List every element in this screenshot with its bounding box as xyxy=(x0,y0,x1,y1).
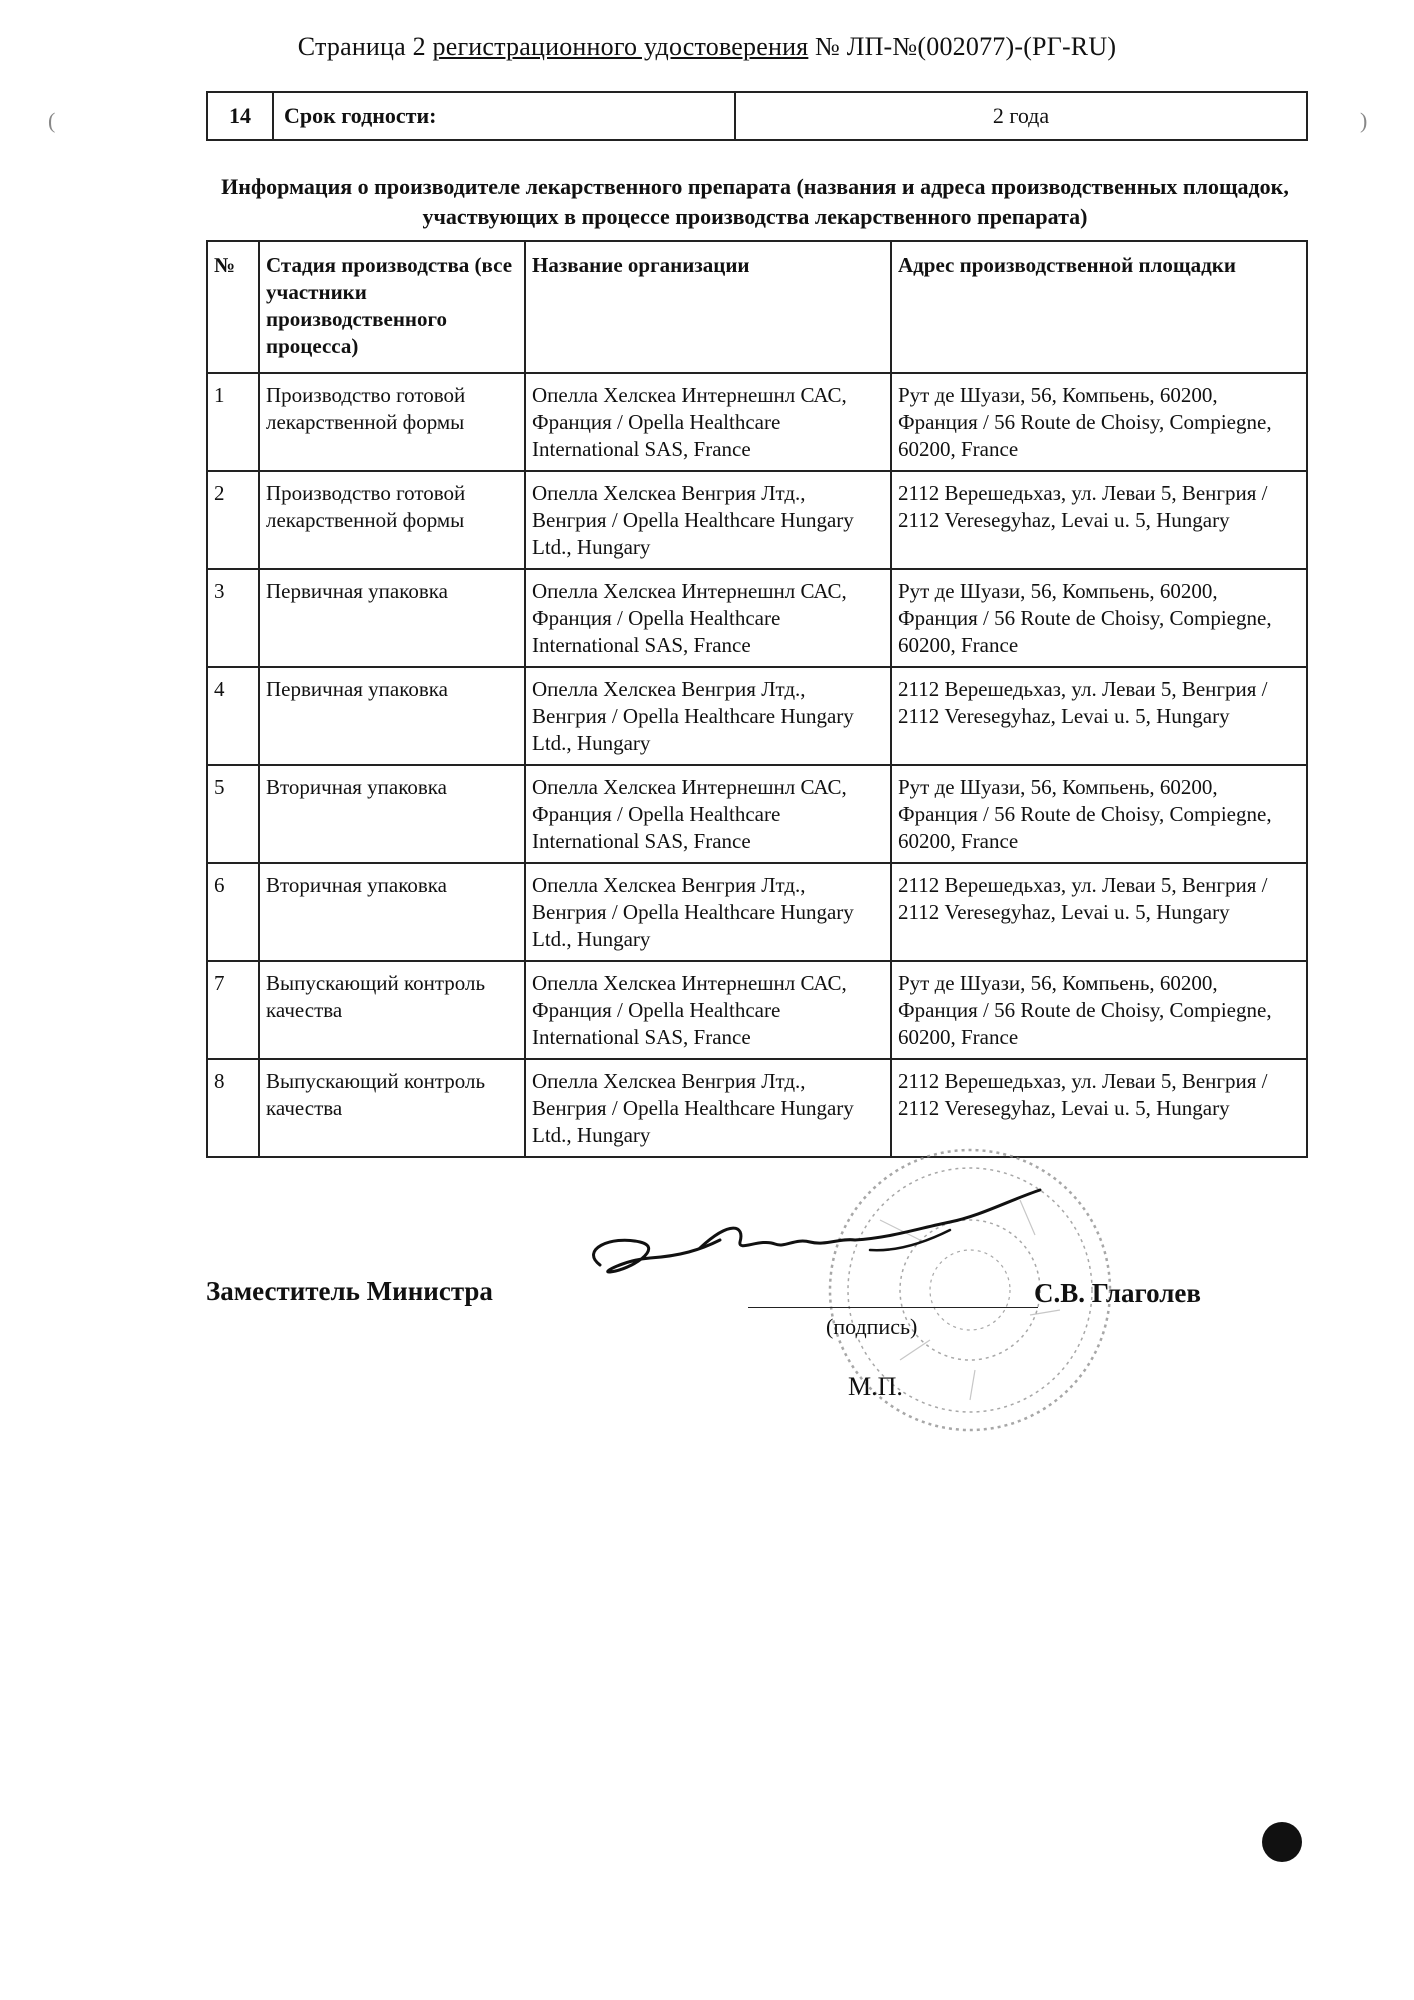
seal-mark-label: М.П. xyxy=(848,1372,903,1401)
row-num: 2 xyxy=(207,471,259,569)
manufacturer-info-heading xyxy=(160,172,1350,232)
page-header xyxy=(0,32,1414,62)
row-num: 5 xyxy=(207,765,259,863)
table-row xyxy=(207,471,1307,569)
shelf-life-table xyxy=(206,91,1308,141)
shelf-life-label: Срок годности: xyxy=(273,92,735,140)
header-underlined: регистрационного удостоверения xyxy=(432,32,809,61)
signature-caption: (подпись) xyxy=(826,1314,918,1339)
row-organization: Опелла Хелскеа Интернешнл САС, Франция / Opella Healthcare International SAS, France xyxy=(525,765,891,863)
row-stage: Производство готовой лекарственной формы xyxy=(259,373,525,471)
table-row xyxy=(207,863,1307,961)
table-header-row xyxy=(207,241,1307,373)
row-address: 2112 Верешедьхаз, ул. Леваи 5, Венгрия / 2112 Veresegyhaz, Levai u. 5, Hungary xyxy=(891,471,1307,569)
row-num: 4 xyxy=(207,667,259,765)
row-organization: Опелла Хелскеа Венгрия Лтд., Венгрия / Opella Healthcare Hungary Ltd., Hungary xyxy=(525,863,891,961)
row-stage: Первичная упаковка xyxy=(259,667,525,765)
signatory-position: Заместитель Министра xyxy=(206,1276,493,1306)
manufacturers-table xyxy=(206,240,1308,1158)
row-num: 1 xyxy=(207,373,259,471)
shelf-life-row-number: 14 xyxy=(207,92,273,140)
row-organization: Опелла Хелскеа Венгрия Лтд., Венгрия / Opella Healthcare Hungary Ltd., Hungary xyxy=(525,471,891,569)
row-organization: Опелла Хелскеа Интернешнл САС, Франция / Opella Healthcare International SAS, France xyxy=(525,373,891,471)
handwritten-signature-icon xyxy=(570,1180,1050,1310)
info-heading-line1: Информация о производителе лекарственного препарата (названия и адреса производственных площадок, xyxy=(221,174,1289,199)
row-address: Рут де Шуази, 56, Компьень, 60200, Франция / 56 Route de Choisy, Compiegne, 60200, France xyxy=(891,961,1307,1059)
row-address: Рут де Шуази, 56, Компьень, 60200, Франция / 56 Route de Choisy, Compiegne, 60200, France xyxy=(891,569,1307,667)
row-address: Рут де Шуази, 56, Компьень, 60200, Франция / 56 Route de Choisy, Compiegne, 60200, France xyxy=(891,373,1307,471)
table-row xyxy=(207,569,1307,667)
margin-scan-mark-icon: ) xyxy=(1360,108,1368,133)
table-row xyxy=(207,765,1307,863)
shelf-life-row xyxy=(207,92,1307,140)
margin-scan-mark-icon: ( xyxy=(48,108,56,133)
table-row xyxy=(207,1059,1307,1157)
row-num: 6 xyxy=(207,863,259,961)
header-prefix: Страница 2 xyxy=(297,32,433,61)
header-stage: Стадия производства (все участники производственного процесса) xyxy=(259,241,525,373)
info-heading-line2: участвующих в процессе производства лекарственного препарата) xyxy=(422,204,1088,229)
signature-line xyxy=(748,1307,1038,1308)
table-row xyxy=(207,373,1307,471)
row-num: 8 xyxy=(207,1059,259,1157)
header-address: Адрес производственной площадки xyxy=(891,241,1307,373)
row-stage: Вторичная упаковка xyxy=(259,863,525,961)
row-address: 2112 Верешедьхаз, ул. Леваи 5, Венгрия / 2112 Veresegyhaz, Levai u. 5, Hungary xyxy=(891,667,1307,765)
page-dot-icon xyxy=(1262,1822,1302,1862)
row-organization: Опелла Хелскеа Интернешнл САС, Франция / Opella Healthcare International SAS, France xyxy=(525,569,891,667)
row-address: Рут де Шуази, 56, Компьень, 60200, Франция / 56 Route de Choisy, Compiegne, 60200, France xyxy=(891,765,1307,863)
row-organization: Опелла Хелскеа Интернешнл САС, Франция / Opella Healthcare International SAS, France xyxy=(525,961,891,1059)
row-organization: Опелла Хелскеа Венгрия Лтд., Венгрия / Opella Healthcare Hungary Ltd., Hungary xyxy=(525,1059,891,1157)
header-num: № xyxy=(207,241,259,373)
row-stage: Выпускающий контроль качества xyxy=(259,1059,525,1157)
header-organization: Название организации xyxy=(525,241,891,373)
table-row xyxy=(207,961,1307,1059)
table-row xyxy=(207,667,1307,765)
row-stage: Выпускающий контроль качества xyxy=(259,961,525,1059)
row-address: 2112 Верешедьхаз, ул. Леваи 5, Венгрия / 2112 Veresegyhaz, Levai u. 5, Hungary xyxy=(891,1059,1307,1157)
row-stage: Первичная упаковка xyxy=(259,569,525,667)
header-number: № ЛП-№(002077)-(РГ-RU) xyxy=(808,32,1117,61)
row-stage: Производство готовой лекарственной формы xyxy=(259,471,525,569)
row-stage: Вторичная упаковка xyxy=(259,765,525,863)
signatory-name: С.В. Глаголев xyxy=(1034,1278,1201,1308)
row-organization: Опелла Хелскеа Венгрия Лтд., Венгрия / Opella Healthcare Hungary Ltd., Hungary xyxy=(525,667,891,765)
row-num: 7 xyxy=(207,961,259,1059)
row-num: 3 xyxy=(207,569,259,667)
row-address: 2112 Верешедьхаз, ул. Леваи 5, Венгрия / 2112 Veresegyhaz, Levai u. 5, Hungary xyxy=(891,863,1307,961)
shelf-life-value: 2 года xyxy=(735,92,1307,140)
